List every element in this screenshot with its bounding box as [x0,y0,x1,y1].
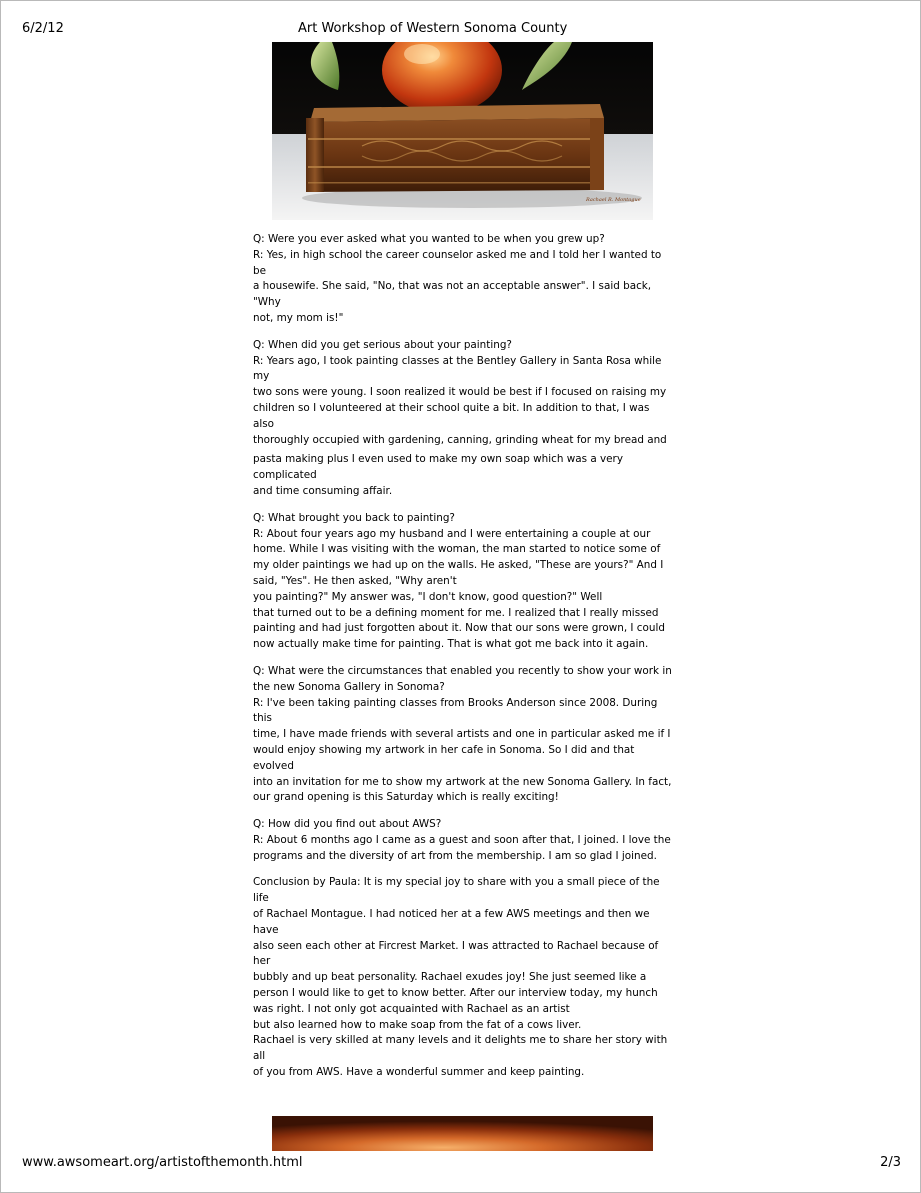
text-line: bubbly and up beat personality. Rachael exudes joy! She just seemed like a [253,971,647,984]
text-line: the new Sonoma Gallery in Sonoma? [253,680,445,693]
qa-block [253,232,673,327]
qa-block [253,338,673,500]
conclusion-block [253,875,673,1080]
text-line: person I would like to get to know better. After our interview today, my hunch [253,987,658,1000]
print-date: 6/2/12 [22,21,64,36]
text-line: my older paintings we had up on the walls. He asked, "These are yours?" And I [253,559,664,572]
text-line: and time consuming affair. [253,484,393,497]
text-line: Q: What were the circumstances that enabled you recently to show your work in [253,664,672,677]
text-line: painting and had just forgotten about it. Now that our sons were grown, I could [253,622,665,635]
text-line: said, "Yes". He then asked, "Why aren't [253,574,457,587]
text-line: now actually make time for painting. That is what got me back into it again. [253,638,649,651]
text-line: R: About 6 months ago I came as a guest and soon after that, I joined. I love the [253,833,671,846]
text-line: pasta making plus I even used to make my own soap which was a very complicated [253,453,623,482]
text-line: Q: When did you get serious about your painting? [253,338,512,351]
text-line: programs and the diversity of art from the membership. I am so glad I joined. [253,849,657,862]
page-url: www.awsomeart.org/artistofthemonth.html [22,1155,303,1170]
text-line: that turned out to be a defining moment for me. I realized that I really missed [253,606,659,619]
text-line: R: Years ago, I took painting classes at the Bentley Gallery in Santa Rosa while my [253,354,662,383]
text-line: children so I volunteered at their school quite a bit. In addition to that, I was also [253,401,650,430]
painting-signature: Rachael R. Montague [586,197,641,203]
text-line: you painting?" My answer was, "I don't know, good question?" Well [253,590,603,603]
painting-image-partial [272,1116,653,1151]
text-line: of you from AWS. Have a wonderful summer and keep painting. [253,1066,585,1079]
painting-image [272,42,653,220]
text-line: would enjoy showing my artwork in her cafe in Sonoma. So I did and that evolved [253,743,635,772]
text-line: into an invitation for me to show my artwork at the new Sonoma Gallery. In fact, [253,775,672,788]
interview-content [253,232,673,1092]
text-line: R: I've been taking painting classes from Brooks Anderson since 2008. During this [253,696,658,725]
text-line: not, my mom is!" [253,311,344,324]
text-line: home. While I was visiting with the woman, the man started to notice some of [253,543,661,556]
text-line: a housewife. She said, "No, that was not an acceptable answer". I said back, "Why [253,280,652,309]
qa-block [253,664,673,806]
text-line: also seen each other at Fircrest Market. I was attracted to Rachael because of her [253,939,659,968]
site-title: Art Workshop of Western Sonoma County [298,21,568,36]
qa-block [253,511,673,653]
text-line: but also learned how to make soap from the fat of a cows liver. [253,1018,582,1031]
text-line: time, I have made friends with several artists and one in particular asked me if I [253,728,671,741]
text-line: two sons were young. I soon realized it would be best if I focused on raising my [253,386,667,399]
text-line: our grand opening is this Saturday which is really exciting! [253,791,559,804]
page-number: 2/3 [880,1155,901,1170]
text-line: Conclusion by Paula: It is my special joy to share with you a small piece of the life [253,876,660,905]
text-line: Q: Were you ever asked what you wanted to be when you grew up? [253,233,605,245]
text-line: of Rachael Montague. I had noticed her at a few AWS meetings and then we have [253,908,650,936]
text-line: R: Yes, in high school the career counselor asked me and I told her I wanted to be [253,248,662,277]
text-line: Rachael is very skilled at many levels and it delights me to share her story with all [253,1034,668,1063]
text-line: R: About four years ago my husband and I were entertaining a couple at our [253,527,651,540]
text-line: was right. I not only got acquainted with Rachael as an artist [253,1002,570,1015]
text-line: Q: What brought you back to painting? [253,511,455,524]
qa-block [253,817,673,864]
text-line: Q: How did you find out about AWS? [253,818,442,831]
text-line: thoroughly occupied with gardening, canning, grinding wheat for my bread and [253,433,667,446]
